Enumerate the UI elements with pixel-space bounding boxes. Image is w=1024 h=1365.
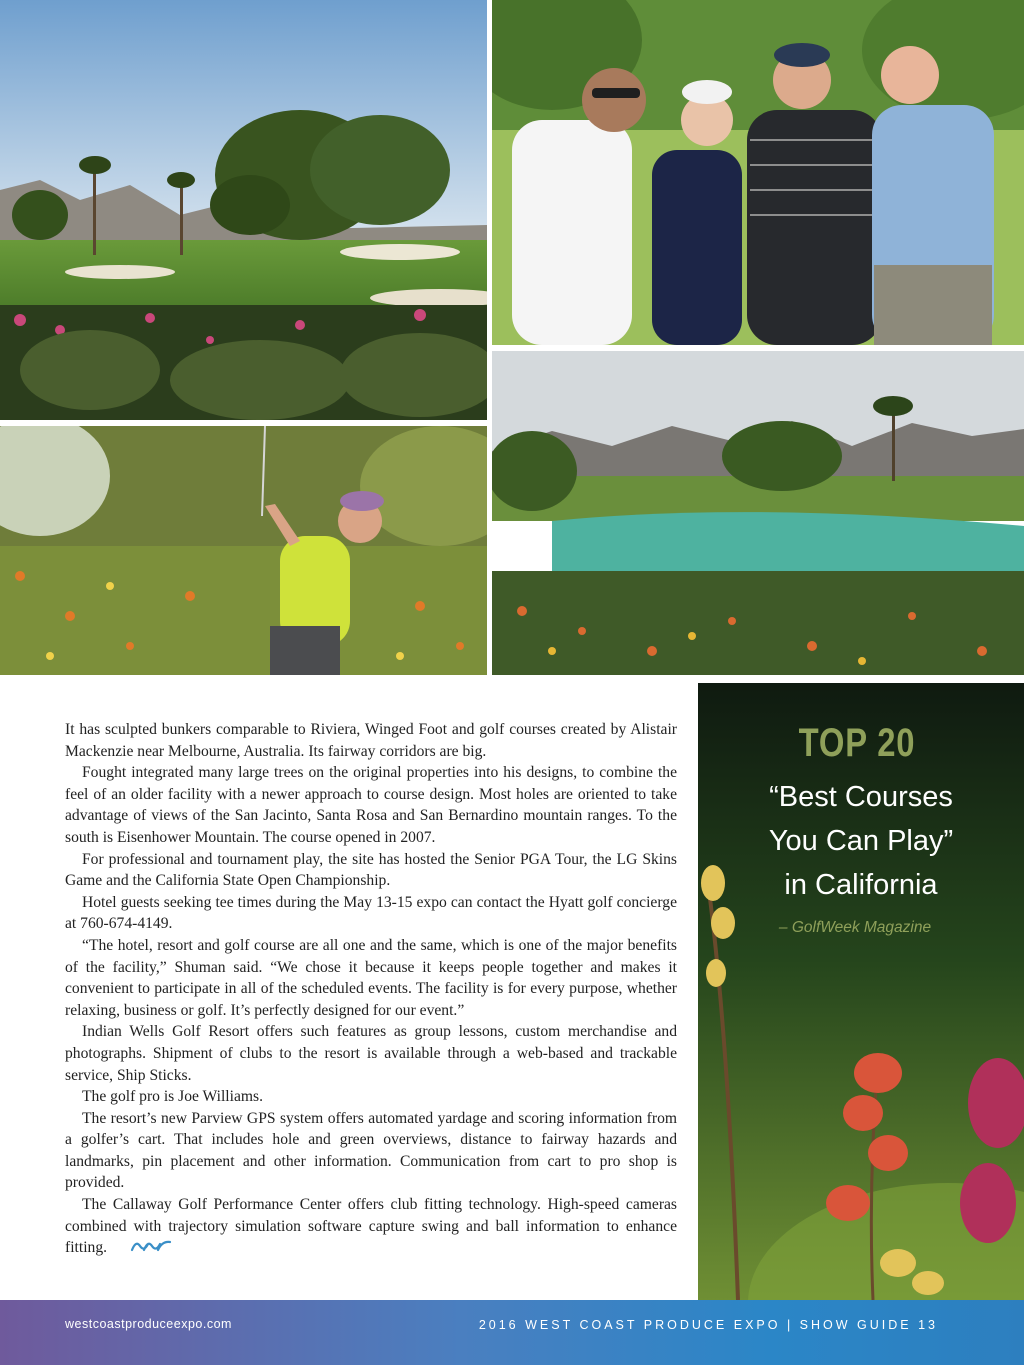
article-paragraph: Indian Wells Golf Resort offers such features as group lessons, custom merchandise and photographs. Shipment of clubs to the resort is available through a web-based and trackable service, Ship Sticks. <box>65 1023 677 1084</box>
callout-quote <box>698 775 1024 907</box>
callout-quote-line: in California <box>784 869 938 901</box>
article-paragraph-last <box>65 1194 677 1261</box>
page-footer <box>0 1300 1024 1365</box>
top20-callout <box>698 683 1024 1300</box>
golf-course-photo <box>0 0 487 420</box>
callout-credit: – GolfWeek Magazine <box>778 919 932 936</box>
end-mark-icon <box>113 1238 174 1261</box>
article-paragraph: The resort’s new Parview GPS system offers automated yardage and scoring information from a golfer’s cart. That includes hole and green overviews, distance to fairway hazards and landmarks, pin placement and other information. Communication from cart to pro shop is provided. <box>65 1109 677 1192</box>
article-paragraph: Hotel guests seeking tee times during the May 13-15 expo can contact the Hyatt golf concierge at 760-674-4149. <box>65 893 677 933</box>
callout-quote-line: You Can Play” <box>768 825 954 857</box>
article-paragraph: Fought integrated many large trees on the original properties into his designs, to combine the feel of an older facility with a newer approach to course design. Most holes are oriented to take advantage of views of the San Jacinto, Santa Rosa and San Bernardino mountain ranges. To the south is Eisenhower Mountain. The course opened in 2007. <box>65 764 677 846</box>
footer-website-url: westcoastproduceexpo.com <box>65 1317 232 1331</box>
golfers-group-photo <box>492 0 1024 345</box>
pond-mountain-photo <box>492 351 1024 675</box>
article-paragraph: “The hotel, resort and golf course are all one and the same, which is one of the major benefits of the facility,” Shuman said. “We chose it because it keeps people together and makes it convenient to participate in all of the scheduled events. The facility is for every purpose, whether relaxing, business or golf. It’s perfectly designed for our event.” <box>65 936 677 1019</box>
article-paragraph: The golf pro is Joe Williams. <box>82 1088 263 1106</box>
article-paragraph-text: The Callaway Golf Performance Center offers club fitting technology. High-speed cameras combined with trajectory simulation software capture swing and ball information to enhance fitting. <box>65 1196 677 1257</box>
article-paragraph: For professional and tournament play, the site has hosted the Senior PGA Tour, the LG Skins Game and the California State Open Championship. <box>65 850 677 890</box>
woman-golfer-photo <box>0 426 487 675</box>
article-body <box>65 719 677 1261</box>
article-paragraph: It has sculpted bunkers comparable to Riviera, Winged Foot and golf courses created by Alistair Mackenzie near Melbourne, Australia. Its fairway corridors are big. <box>65 721 677 760</box>
footer-show-guide-label: 2016 WEST COAST PRODUCE EXPO | SHOW GUIDE 13 <box>478 1318 938 1332</box>
callout-headline: TOP 20 <box>798 721 916 765</box>
callout-quote-line: “Best Courses <box>769 781 953 813</box>
